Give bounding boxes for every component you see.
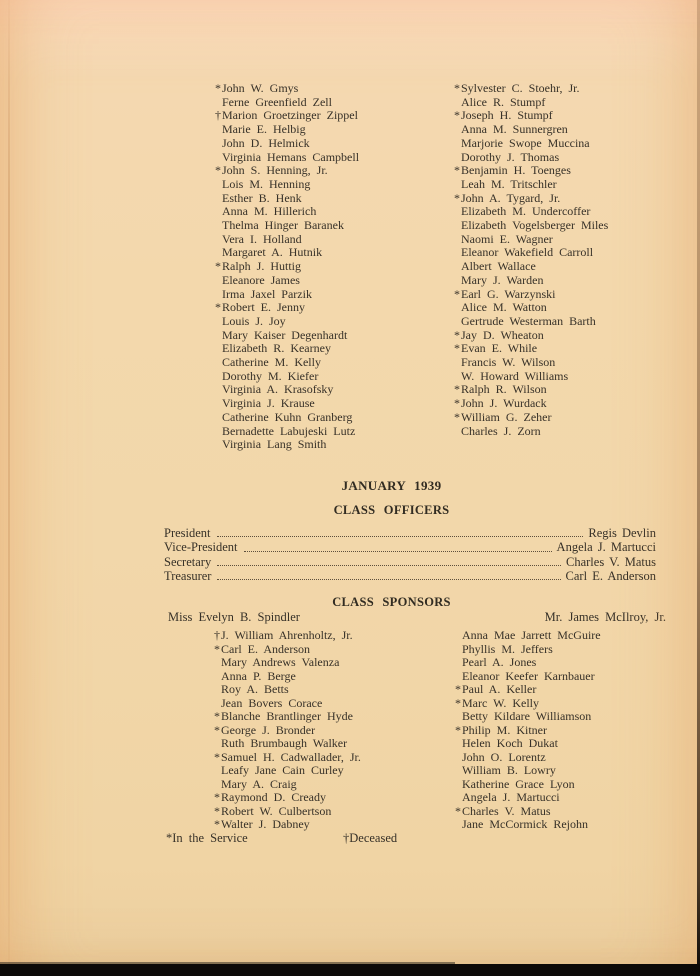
roster-name-entry: Eleanore James <box>222 272 300 287</box>
officer-row <box>164 540 656 554</box>
officer-title: Vice-President <box>164 540 238 555</box>
officer-row <box>164 526 656 540</box>
dotted-leader <box>244 550 552 552</box>
roster-name-entry: Virginia A. Krasofsky <box>222 382 334 397</box>
roster-name-entry: Virginia Hemans Campbell <box>222 149 360 164</box>
roster-name-entry: * Benjamin H. Toenges <box>454 163 571 178</box>
service-marker: * <box>214 790 220 804</box>
sponsor-name-entry: * Marc W. Kelly <box>455 695 539 710</box>
roster-name-entry: Gertrude Westerman Barth <box>461 313 596 328</box>
dotted-leader <box>217 535 584 537</box>
service-marker: * <box>455 682 461 696</box>
officer-name: Carl E. Anderson <box>565 568 656 583</box>
deceased-marker: † <box>215 108 221 123</box>
service-marker: * <box>454 163 460 178</box>
sponsor-name-entry: Katherine Grace Lyon <box>462 776 575 791</box>
roster-name-entry: Dorothy M. Kiefer <box>222 368 319 383</box>
sponsor-name-entry: Anna Mae Jarrett McGuire <box>462 628 601 642</box>
sponsors-left-column <box>214 628 361 832</box>
officer-title: Secretary <box>164 554 212 569</box>
sponsor-name-entry: Pearl A. Jones <box>462 655 537 669</box>
roster-left-column <box>215 81 360 452</box>
roster-name-entry: W. Howard Williams <box>461 368 569 383</box>
roster-name-entry: Francis W. Wilson <box>461 355 556 370</box>
sponsor-head-right: Mr. James McIlroy, Jr. <box>544 610 666 624</box>
scan-bottom-bar <box>0 964 700 976</box>
sponsor-name-entry: William B. Lowry <box>462 763 556 777</box>
roster-name-entry: Marie E. Helbig <box>222 122 306 137</box>
roster-name-entry: * John W. Gmys <box>215 81 299 95</box>
roster-name-entry: Vera I. Holland <box>222 231 302 246</box>
roster-name-entry: † Marion Groetzinger Zippel <box>215 108 358 123</box>
service-marker: * <box>454 341 460 356</box>
roster-name-entry: Elizabeth M. Undercoffer <box>461 204 591 219</box>
roster-name-entry: * John J. Wurdack <box>454 396 547 411</box>
service-marker: * <box>455 695 461 710</box>
sponsor-name-entry: Anna P. Berge <box>221 668 296 683</box>
roster-name-entry: Anna M. Hillerich <box>222 204 317 219</box>
sponsors-heading: CLASS SPONSORS <box>332 595 451 609</box>
sponsor-name-entry: * Samuel H. Cadwallader, Jr. <box>214 749 361 764</box>
service-marker: * <box>214 722 220 737</box>
officer-title: President <box>164 526 211 540</box>
service-marker: * <box>215 81 221 95</box>
roster-name-entry: Marjorie Swope Muccina <box>461 135 590 150</box>
roster-name-entry: Naomi E. Wagner <box>461 231 553 246</box>
roster-name-entry: Bernadette Labujeski Lutz <box>222 423 356 438</box>
service-marker: * <box>454 190 460 205</box>
service-marker: * <box>454 81 460 95</box>
service-marker: * <box>454 108 460 123</box>
service-marker: * <box>454 382 460 397</box>
sponsor-name-entry: Angela J. Martucci <box>462 790 560 804</box>
sponsor-name-entry: Betty Kildare Williamson <box>462 709 592 723</box>
sponsor-name-entry: * Robert W. Culbertson <box>214 803 332 818</box>
sponsors-right-column <box>455 628 601 832</box>
service-marker: * <box>454 286 460 301</box>
officer-name: Regis Devlin <box>588 526 656 540</box>
roster-name-entry: John D. Helmick <box>222 135 310 150</box>
roster-name-entry: * Ralph R. Wilson <box>454 382 547 397</box>
officer-name: Angela J. Martucci <box>556 540 656 555</box>
sponsor-name-entry: * Blanche Brantlinger Hyde <box>214 709 353 723</box>
deceased-marker: † <box>214 628 220 642</box>
roster-name-entry: Albert Wallace <box>461 259 536 274</box>
legend-in-service: *In the Service <box>166 831 248 845</box>
sponsor-heads-row <box>168 610 666 625</box>
service-marker: * <box>214 709 220 723</box>
roster-name-entry: Elizabeth Vogelsberger Miles <box>461 218 609 233</box>
roster-name-entry: Alice M. Watton <box>461 300 547 315</box>
service-marker: * <box>455 803 461 818</box>
roster-name-entry: Virginia J. Krause <box>222 396 315 411</box>
sponsor-name-entry: John O. Lorentz <box>462 749 546 764</box>
roster-name-entry: Mary Kaiser Degenhardt <box>222 327 348 342</box>
officers-list <box>164 526 656 583</box>
sponsor-head-left: Miss Evelyn B. Spindler <box>168 610 300 624</box>
roster-name-entry: Lois M. Henning <box>222 176 311 191</box>
roster-name-entry: * Sylvester C. Stoehr, Jr. <box>454 81 580 95</box>
sponsor-name-entry: * Carl E. Anderson <box>214 641 310 656</box>
page-crease <box>8 0 10 976</box>
sponsor-name-entry: * Walter J. Dabney <box>214 817 310 831</box>
roster-name-entry: Esther B. Henk <box>222 190 302 205</box>
sponsor-name-entry: Jane McCormick Rejohn <box>462 817 588 831</box>
officer-title: Treasurer <box>164 568 212 583</box>
sponsor-name-entry: * Charles V. Matus <box>455 803 551 818</box>
service-marker: * <box>454 409 460 424</box>
roster-name-entry: Leah M. Tritschler <box>461 176 557 191</box>
roster-name-entry: Mary J. Warden <box>461 272 544 287</box>
sponsor-name-entry: * Raymond D. Cready <box>214 790 326 804</box>
sponsor-name-entry: Mary A. Craig <box>221 776 297 791</box>
service-marker: * <box>454 327 460 342</box>
service-marker: * <box>215 300 221 315</box>
service-marker: * <box>214 803 220 818</box>
service-marker: * <box>214 641 220 656</box>
roster-name-entry: Charles J. Zorn <box>461 423 541 438</box>
roster-name-entry: * Joseph H. Stumpf <box>454 108 553 123</box>
roster-name-entry: * Ralph J. Huttig <box>215 259 302 274</box>
sponsor-name-entry: * Philip M. Kitner <box>455 722 548 737</box>
officer-name: Charles V. Matus <box>566 554 656 569</box>
officer-row <box>164 555 656 569</box>
service-marker: * <box>214 749 220 764</box>
sponsor-name-entry: * Paul A. Keller <box>455 682 537 696</box>
sponsor-name-entry: Jean Bovers Corace <box>221 695 323 710</box>
roster-name-entry: Ferne Greenfield Zell <box>222 94 332 109</box>
roster-name-entry: Margaret A. Hutnik <box>222 245 323 260</box>
legend-deceased: †Deceased <box>343 831 398 845</box>
roster-name-entry: Eleanor Wakefield Carroll <box>461 245 594 260</box>
roster-name-entry: Thelma Hinger Baranek <box>222 218 344 233</box>
sponsor-name-entry: Mary Andrews Valenza <box>221 655 340 669</box>
roster-name-entry: * Evan E. While <box>454 341 538 356</box>
roster-name-entry: * William G. Zeher <box>454 409 552 424</box>
roster-name-entry: * John A. Tygard, Jr. <box>454 190 561 205</box>
sponsor-name-entry: † J. William Ahrenholtz, Jr. <box>214 628 353 642</box>
sponsor-name-entry: Ruth Brumbaugh Walker <box>221 736 348 750</box>
roster-name-entry: Anna M. Sunnergren <box>461 122 568 137</box>
roster-name-entry: Elizabeth R. Kearney <box>222 341 331 356</box>
roster-right-column <box>454 81 609 438</box>
sponsor-name-entry: Roy A. Betts <box>221 682 289 696</box>
sponsor-name-entry: Eleanor Keefer Karnbauer <box>462 668 595 683</box>
service-marker: * <box>215 163 221 178</box>
dotted-leader <box>217 578 560 580</box>
sponsor-name-entry: Leafy Jane Cain Curley <box>221 763 344 777</box>
dotted-leader <box>217 564 561 566</box>
sponsor-name-entry: Helen Koch Dukat <box>462 736 558 750</box>
roster-name-entry: Alice R. Stumpf <box>461 94 546 109</box>
service-marker: * <box>455 722 461 737</box>
service-marker: * <box>214 817 220 831</box>
roster-name-entry: Catherine Kuhn Granberg <box>222 409 353 424</box>
section-title: JANUARY 1939 <box>341 478 442 493</box>
roster-name-entry: * Robert E. Jenny <box>215 300 305 315</box>
sponsor-name-entry: * George J. Bronder <box>214 722 316 737</box>
roster-name-entry: * Jay D. Wheaton <box>454 327 544 342</box>
roster-name-entry: * John S. Henning, Jr. <box>215 163 328 178</box>
sponsor-name-entry: Phyllis M. Jeffers <box>462 641 553 656</box>
officers-heading: CLASS OFFICERS <box>333 503 450 517</box>
roster-name-entry: Catherine M. Kelly <box>222 355 321 370</box>
roster-name-entry: * Earl G. Warzynski <box>454 286 556 301</box>
service-marker: * <box>454 396 460 411</box>
roster-name-entry: Dorothy J. Thomas <box>461 149 560 164</box>
roster-name-entry: Virginia Lang Smith <box>222 437 327 452</box>
officer-row <box>164 569 656 583</box>
roster-name-entry: Irma Jaxel Parzik <box>222 286 312 301</box>
roster-name-entry: Louis J. Joy <box>222 313 286 328</box>
service-marker: * <box>215 259 221 274</box>
